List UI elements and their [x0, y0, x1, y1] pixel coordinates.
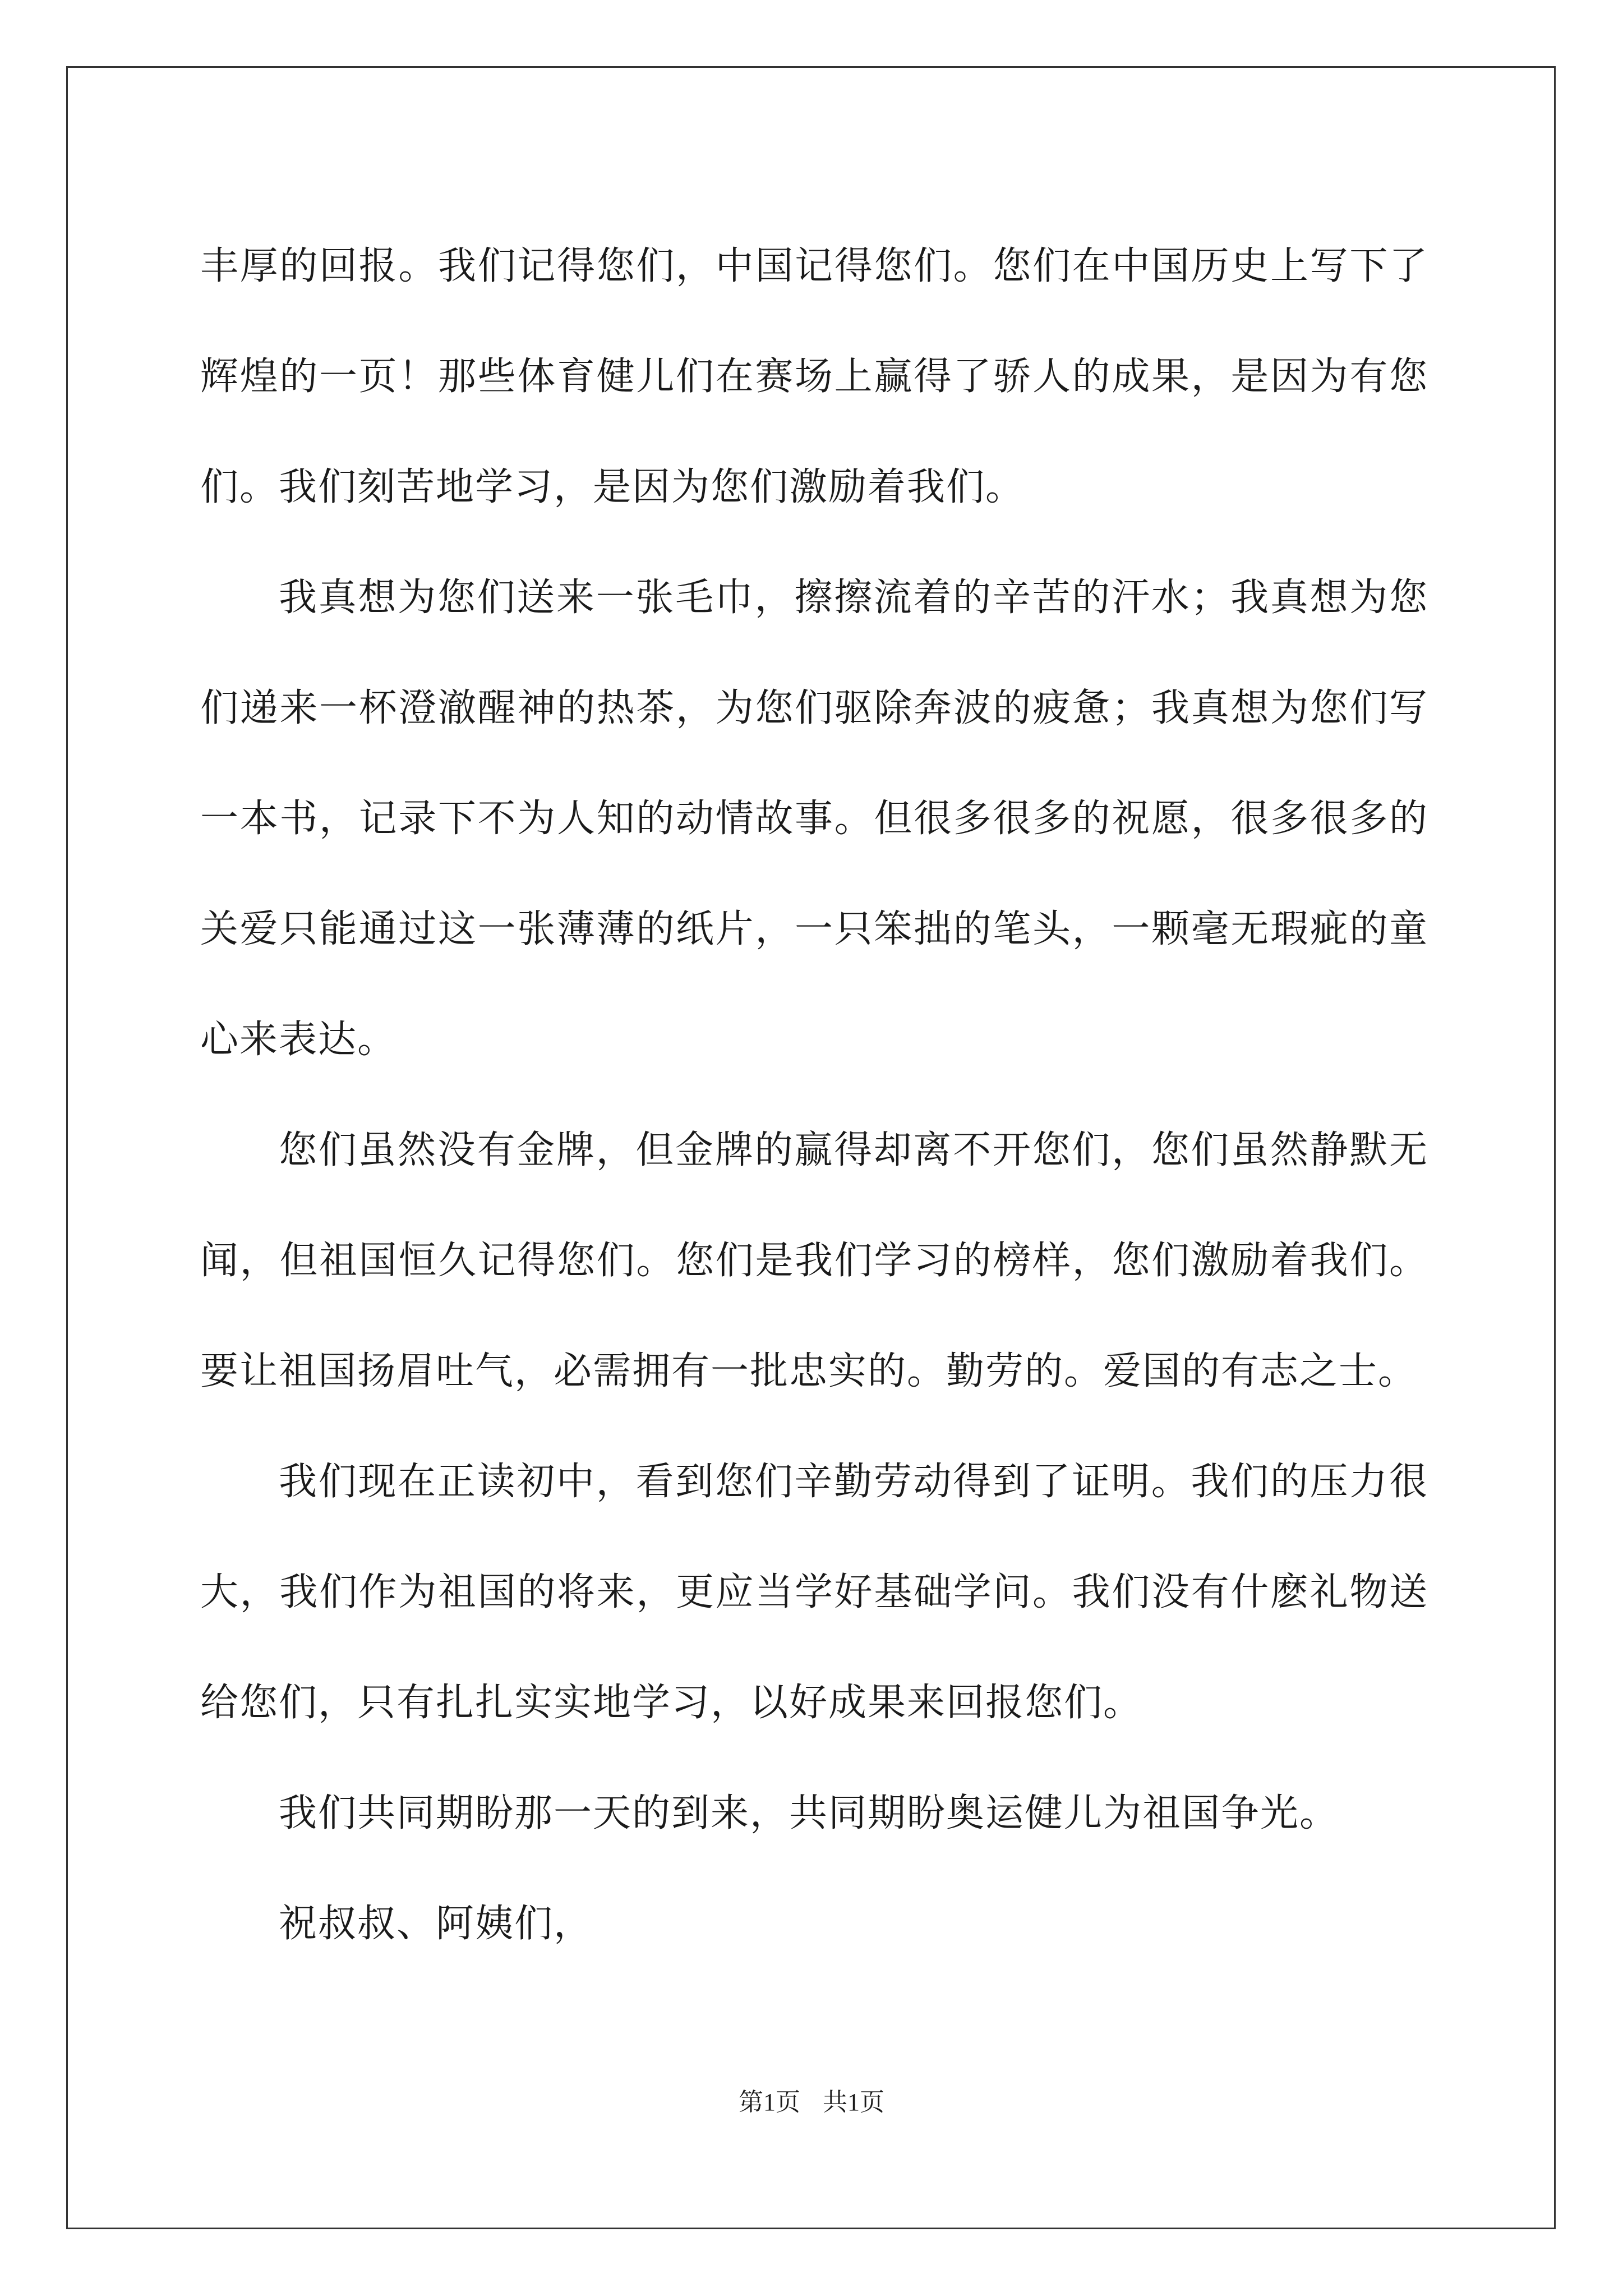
paragraph-3: 您们虽然没有金牌，但金牌的赢得却离不开您们，您们虽然静默无闻，但祖国恒久记得您们。您们是我们学习的榜样，您们激励着我们。要让祖国扬眉吐气，必需拥有一批忠实的。勤劳的。爱国的有志之士。 — [200, 1128, 1428, 1393]
page-number: 第1页 — [739, 2088, 800, 2116]
page-footer — [0, 2086, 1623, 2119]
paragraph-1: 丰厚的回报。我们记得您们，中国记得您们。您们在中国历史上写下了辉煌的一页！那些体育健儿们在赛场上赢得了骄人的成果，是因为有您们。我们刻苦地学习，是因为您们激励着我们。 — [200, 244, 1428, 509]
paragraph-2: 我真想为您们送来一张毛巾，擦擦流着的辛苦的汗水；我真想为您们递来一杯澄澈醒神的热茶，为您们驱除奔波的疲惫；我真想为您们写一本书，记录下不为人知的动情故事。但很多很多的祝愿，很多很多的关爱只能通过这一张薄薄的纸片，一只笨拙的笔头，一颗毫无瑕疵的童心来表达。 — [200, 576, 1428, 1062]
page-total: 共1页 — [823, 2088, 884, 2116]
paragraph-6: 祝叔叔、阿姨们， — [279, 1902, 593, 1946]
document-body — [200, 211, 1428, 1979]
paragraph-5: 我们共同期盼那一天的到来，共同期盼奥运健儿为祖国争光。 — [279, 1791, 1339, 1835]
paragraph-4: 我们现在正读初中，看到您们辛勤劳动得到了证明。我们的压力很大，我们作为祖国的将来，更应当学好基础学问。我们没有什麽礼物送给您们，只有扎扎实实地学习，以好成果来回报您们。 — [200, 1460, 1428, 1725]
